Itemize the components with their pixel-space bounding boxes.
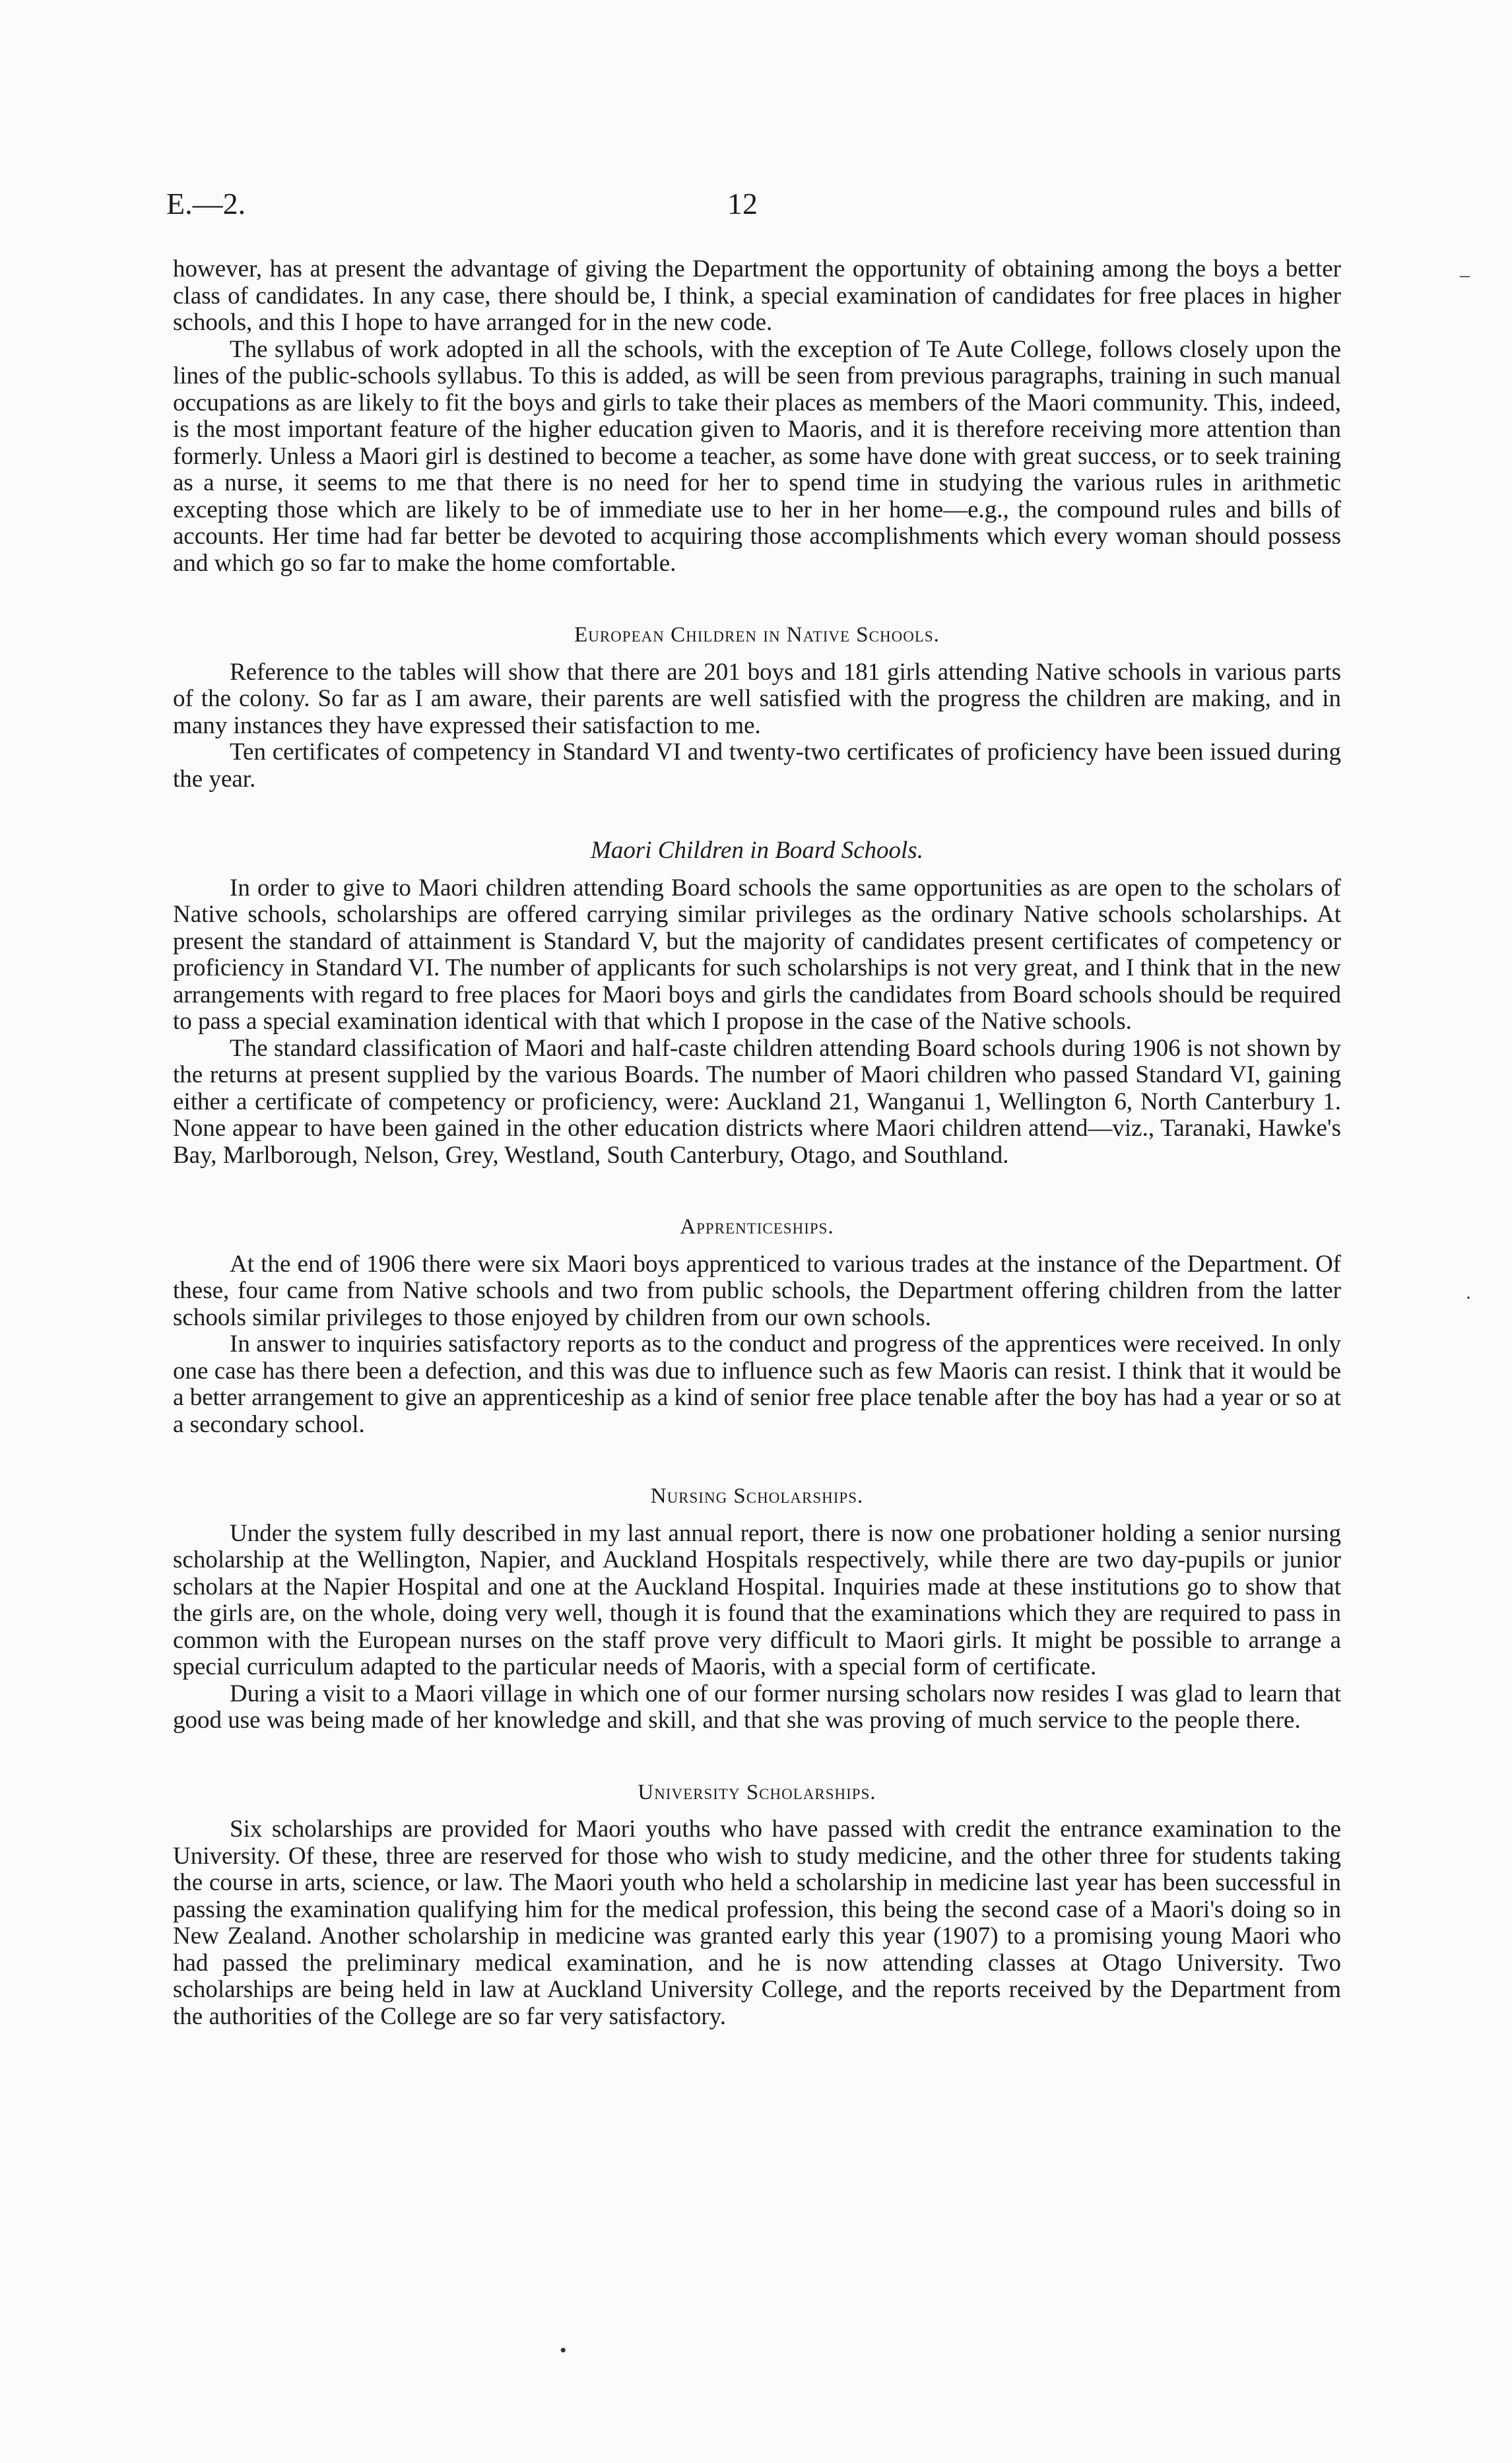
section-paragraph: At the end of 1906 there were six Maori boys apprenticed to various trades at the instance of the Department. Of these, four came from Native schools and two from public schools, the Department offering children from the latter schools similar privileges to those enjoyed by children from our own schools. — [173, 1250, 1341, 1331]
section-heading-european-children: European Children in Native Schools. — [574, 623, 940, 647]
section-paragraph: Reference to the tables will show that there are 201 boys and 181 girls attending Native schools in various parts of the colony. So far as I am aware, their parents are well satisfied with the progress the children are making, and in many instances they have expressed their satisfaction to me. — [173, 658, 1341, 739]
section-heading-maori-children: Maori Children in Board Schools. — [591, 837, 923, 864]
section-paragraph: Six scholarships are provided for Maori youths who have passed with credit the entrance examination to the University. Of these, three are reserved for those who wish to study medicine, and the other three for students taking the course in arts, science, or law. The Maori youth who held a scholarship in medicine last year has been successful in passing the examination qualifying him for the medical profession, this being the second case of a Maori's doing so in New Zealand. Another scholarship in medicine was granted early this year (1907) to a promising young Maori who had passed the preliminary medical examination, and he is now attending classes at Otago University. Two scholarships are being held in law at Auckland University College, and the reports received by the Department from the authorities of the College are so far very satisfactory. — [173, 1816, 1341, 2030]
section-paragraph: In order to give to Maori children attending Board schools the same opportunities as are open to the scholars of Native schools, scholarships are offered carrying similar privileges as the ordinary Native schools scholarships. At present the standard of attainment is Standard V, but the majority of candidates present certificates of competency or proficiency in Standard VI. The number of applicants for such scholarships is not very great, and I think that in the new arrangements with regard to free places for Maori boys and girls the candidates from Board schools should be required to pass a special examination identical with that which I propose in the case of the Native schools. — [173, 874, 1341, 1035]
section-paragraph: Under the system fully described in my last annual report, there is now one probationer holding a senior nursing scholarship at the Wellington, Napier, and Auckland Hospitals respectively, while there are two day-pupils or junior scholars at the Napier Hospital and one at the Auckland Hospital. Inquiries made at these institutions go to show that the girls are, on the whole, doing very well, though it is found that the examinations which they are required to pass in common with the European nurses on the staff prove very difficult to Maori girls. It might be possible to arrange a special curriculum adapted to the particular needs of Maoris, with a special form of certificate. — [173, 1519, 1341, 1680]
margin-mark: • — [560, 2340, 567, 2361]
section-heading-university-scholarships: University Scholarships. — [638, 1780, 876, 1804]
margin-mark: – — [1460, 264, 1470, 286]
page-number: 12 — [727, 187, 758, 220]
margin-mark: · — [1465, 1287, 1472, 1309]
intro-paragraph-1: however, has at present the advantage of giving the Department the opportunity of obtaining among the boys a better class of candidates. In any case, there should be, I think, a special examination of candidates for free places in higher schools, and this I hope to have arranged for in the new code. — [173, 255, 1341, 336]
page-header — [166, 186, 1341, 232]
section-paragraph: During a visit to a Maori village in which one of our former nursing scholars now resides I was glad to learn that good use was being made of her knowledge and skill, and that she was proving of much service to the people there. — [173, 1680, 1341, 1734]
document-body — [173, 256, 1341, 2030]
section-heading-apprenticeships: Apprenticeships. — [680, 1215, 834, 1239]
intro-paragraph-2: The syllabus of work adopted in all the schools, with the exception of Te Aute College, follows closely upon the lines of the public-schools syllabus. To this is added, as will be seen from previous paragraphs, training in such manual occupations as are likely to fit the boys and girls to take their places as members of the Maori community. This, indeed, is the most important feature of the higher education given to Maoris, and it is therefore receiving more attention than formerly. Unless a Maori girl is destined to become a teacher, as some have done with great success, or to seek training as a nurse, it seems to me that there is no need for her to spend time in studying the various rules in arithmetic excepting those which are likely to be of immediate use to her in her home—e.g., the compound rules and bills of accounts. Her time had far better be devoted to acquiring those accomplishments which every woman should possess and which go so far to make the home comfortable. — [173, 335, 1341, 577]
section-heading-nursing-scholarships: Nursing Scholarships. — [650, 1484, 864, 1508]
section-paragraph: In answer to inquiries satisfactory reports as to the conduct and progress of the apprentices were received. In only one case has there been a defection, and this was due to influence such as few Maoris can resist. I think that it would be a better arrangement to give an apprenticeship as a kind of senior free place tenable after the boy has had a year or so at a secondary school. — [173, 1330, 1341, 1438]
section-paragraph: Ten certificates of competency in Standard VI and twenty-two certificates of proficiency have been issued during the year. — [173, 739, 1341, 793]
document-reference: E.—2. — [166, 187, 246, 220]
section-paragraph: The standard classification of Maori and half-caste children attending Board schools during 1906 is not shown by the returns at present supplied by the various Boards. The number of Maori children who passed Standard VI, gaining either a certificate of competency or proficiency, were: Auckland 21, Wanganui 1, Wellington 6, North Canterbury 1. None appear to have been gained in the other education districts where Maori children attend—viz., Taranaki, Hawke's Bay, Marlborough, Nelson, Grey, Westland, South Canterbury, Otago, and Southland. — [173, 1034, 1341, 1169]
